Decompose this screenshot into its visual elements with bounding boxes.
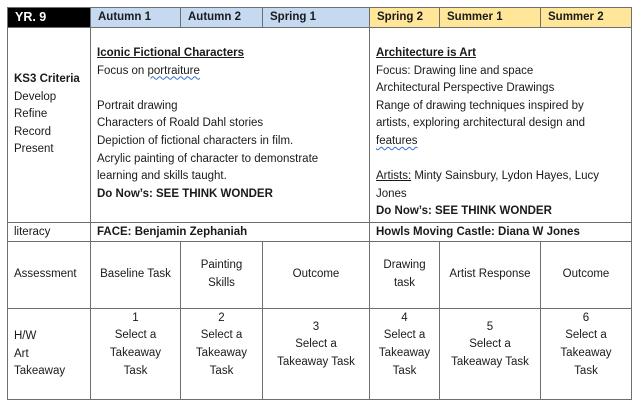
hw-text: Select a xyxy=(565,329,607,342)
hw-text: 2 xyxy=(218,311,225,324)
assessment-baseline-task xyxy=(91,242,180,308)
unit1-do-now: Do Now’s: SEE THINK WONDER xyxy=(97,187,273,200)
hw-text: Select a xyxy=(383,329,426,342)
criteria-record: Record xyxy=(14,125,52,138)
hw-text: 6 xyxy=(582,311,590,324)
homework-label-line: Art xyxy=(14,347,29,360)
unit2-artists xyxy=(376,168,630,186)
unit2-artists-names: Minty Sainsbury, Lydon Hayes, Lucy xyxy=(411,170,600,183)
assessment-artist-response xyxy=(440,242,540,308)
term-summer-2: Summer 2 xyxy=(548,11,604,23)
assessment-text: Artist Response xyxy=(449,268,531,281)
homework-task-6 xyxy=(541,309,631,381)
hw-text: 3 xyxy=(312,320,320,333)
assessment-drawing-task xyxy=(370,242,439,308)
unit2-line: Focus: Drawing line and space xyxy=(376,64,534,77)
unit2-line: Architectural Perspective Drawings xyxy=(376,82,555,95)
homework-task-5 xyxy=(440,309,540,381)
ks3-criteria-cell xyxy=(14,71,88,159)
grid-line xyxy=(7,7,8,400)
ks3-criteria-title: KS3 Criteria xyxy=(14,73,80,85)
term-summer-1: Summer 1 xyxy=(447,11,503,23)
term-autumn-1: Autumn 1 xyxy=(98,11,152,23)
homework-task-2 xyxy=(181,309,262,381)
grid-line xyxy=(7,399,632,400)
homework-label-line: Takeaway xyxy=(14,365,66,378)
unit2-cell xyxy=(376,45,630,221)
assessment-text: task xyxy=(393,277,416,289)
unit1-cell xyxy=(97,45,367,203)
hw-text: 5 xyxy=(486,320,494,333)
hw-text: Select a xyxy=(469,338,511,351)
spacer xyxy=(97,80,367,98)
assessment-outcome-1 xyxy=(263,242,369,308)
unit2-artists-label: Artists: xyxy=(376,170,412,183)
hw-text: Takeaway xyxy=(109,347,162,359)
term-spring-1: Spring 1 xyxy=(270,11,317,23)
grid-line xyxy=(439,7,440,27)
hw-text: Task xyxy=(574,364,598,377)
homework-label xyxy=(14,328,65,381)
hw-text: Select a xyxy=(200,329,243,342)
grid-line xyxy=(7,7,632,8)
unit1-line: learning and skills taught. xyxy=(97,170,227,183)
assessment-text: Baseline Task xyxy=(100,268,171,281)
term-autumn-2: Autumn 2 xyxy=(188,11,242,23)
unit1-line: Portrait drawing xyxy=(97,99,178,112)
hw-text: Takeaway xyxy=(195,347,248,359)
literacy-label: literacy xyxy=(14,226,51,238)
homework-label-line: H/W xyxy=(14,330,37,342)
hw-text: 1 xyxy=(132,311,139,324)
grid-line xyxy=(631,7,632,400)
hw-text: Select a xyxy=(295,338,337,351)
assessment-label: Assessment xyxy=(14,268,77,280)
term-spring-2: Spring 2 xyxy=(377,11,424,23)
assessment-text: Painting xyxy=(200,259,243,272)
literacy-right: Howls Moving Castle: Diana W Jones xyxy=(376,226,580,238)
homework-task-3 xyxy=(263,309,369,381)
hw-text: Takeaway Task xyxy=(451,355,529,368)
unit1-line: Characters of Roald Dahl stories xyxy=(97,117,264,130)
unit2-line: artists, exploring architectural design and xyxy=(376,117,586,130)
homework-task-1 xyxy=(91,309,180,381)
unit1-title: Iconic Fictional Characters xyxy=(97,47,244,59)
unit1-focus-word: portraiture xyxy=(147,64,200,77)
hw-text: Task xyxy=(123,364,148,377)
unit1-focus-prefix: Focus on xyxy=(97,64,148,77)
unit2-title: Architecture is Art xyxy=(376,47,476,59)
unit1-focus xyxy=(97,63,367,81)
criteria-develop: Develop xyxy=(14,90,57,103)
assessment-outcome-2 xyxy=(541,242,631,308)
assessment-text: Drawing xyxy=(383,259,426,272)
homework-task-4 xyxy=(370,309,439,381)
assessment-text: Skills xyxy=(208,277,235,289)
literacy-left: FACE: Benjamin Zephaniah xyxy=(97,226,248,238)
grid-line xyxy=(540,7,541,27)
unit1-line: Acrylic painting of character to demonstrate xyxy=(97,152,319,165)
unit1-line: Depiction of fictional characters in film. xyxy=(97,134,294,147)
hw-text: Takeaway xyxy=(560,347,612,359)
unit2-features-word: features xyxy=(376,134,418,147)
hw-text: Task xyxy=(209,364,234,377)
spacer xyxy=(376,151,630,169)
assessment-painting-skills xyxy=(181,242,262,308)
grid-line xyxy=(180,7,181,27)
hw-text: Takeaway xyxy=(378,347,431,359)
unit2-do-now: Do Now’s: SEE THINK WONDER xyxy=(376,205,552,218)
assessment-text: Outcome xyxy=(292,268,340,281)
year-label: YR. 9 xyxy=(15,10,47,24)
hw-text: Task xyxy=(392,364,417,377)
hw-text: 4 xyxy=(401,311,408,324)
unit2-artists-cont: Jones xyxy=(376,187,407,200)
unit2-line: Range of drawing techniques inspired by xyxy=(376,99,584,112)
hw-text: Select a xyxy=(114,329,157,342)
hw-text: Takeaway Task xyxy=(277,355,355,368)
grid-line xyxy=(7,27,632,28)
criteria-present: Present xyxy=(14,143,54,156)
grid-line xyxy=(262,7,263,27)
assessment-text: Outcome xyxy=(562,268,610,281)
criteria-refine: Refine xyxy=(14,108,48,121)
